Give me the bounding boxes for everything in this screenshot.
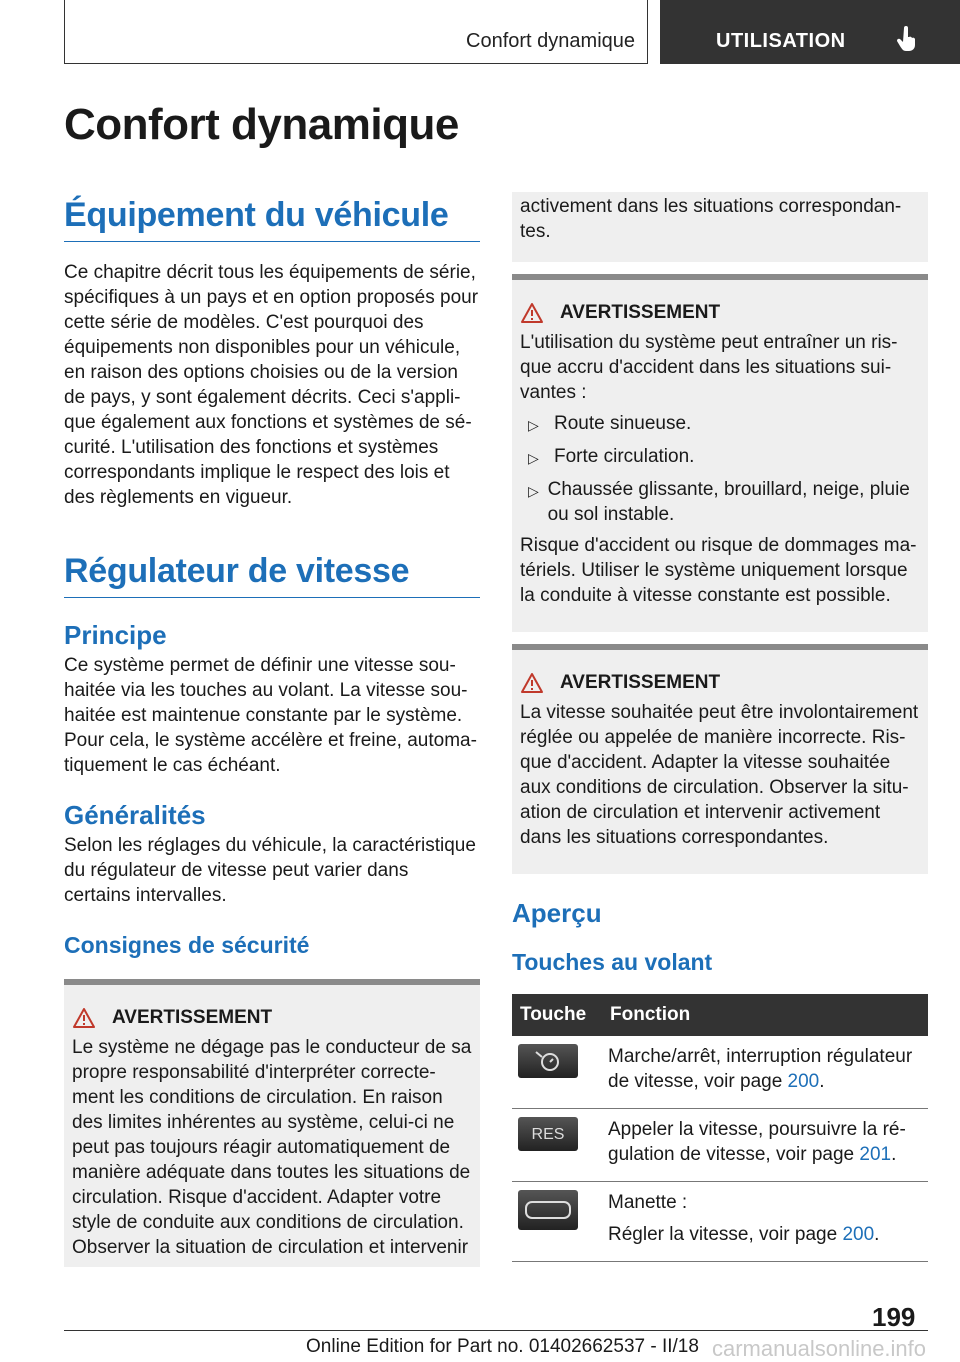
warning-triangle-icon: [72, 1007, 96, 1029]
left-column: [64, 196, 480, 1267]
bullet-triangle-icon: ▷: [528, 450, 539, 466]
row1-text: Marche/arrêt, interruption régulateur de vitesse, voir page: [608, 1046, 913, 1092]
bullet-triangle-icon: ▷: [528, 417, 539, 433]
list-item: ▷ Route sinueuse.: [520, 411, 920, 438]
warning-box-3: [512, 644, 928, 874]
header-chapter-title: UTILISATION: [716, 30, 846, 52]
footer-edition: Online Edition for Part no. 01402662537 - II/18: [306, 1336, 699, 1357]
page-link-200[interactable]: 200: [842, 1224, 875, 1245]
header-section-box: [64, 0, 648, 64]
row3-text: Régler la vitesse, voir page: [608, 1224, 843, 1245]
heading-apercu: Aperçu: [512, 898, 602, 928]
heading-principe: Principe: [64, 620, 167, 650]
lever-key-icon: [518, 1190, 578, 1230]
touches-table: [512, 994, 928, 1262]
table-row: RES Appeler la vitesse, poursuivre la ré-gulation de vitesse, voir page 201.: [512, 1109, 928, 1182]
list-item: ▷ Chaussée glissante, brouillard, neige, pluie ou sol instable.: [520, 477, 920, 527]
header-section-title: Confort dynamique: [466, 30, 635, 52]
heading-consignes: Consignes de sécurité: [64, 932, 310, 958]
heading-regulateur: Régulateur de vitesse: [64, 552, 480, 598]
table-header-fonction: Fonction: [602, 994, 928, 1036]
hand-pointer-icon: [896, 26, 918, 52]
header-chapter-box: [660, 0, 960, 64]
res-key-icon: RES: [518, 1117, 578, 1151]
heading-generalites: Généralités: [64, 800, 206, 830]
table-header-touche: Touche: [512, 994, 602, 1036]
row2-text: Appeler la vitesse, poursuivre la ré-gulation de vitesse, voir page: [608, 1119, 906, 1165]
text-principe: Ce système permet de définir une vitesse sou-haitée via les touches au volant. La vitesse sou-haitée est maintenue constante par le système. Pour cela, le système accélère et freine, automa-tiquement le cas échéant.: [64, 655, 477, 776]
warning-text-1-cont: activement dans les situations correspondan-tes.: [520, 196, 902, 242]
heading-touches: Touches au volant: [512, 949, 713, 975]
text-generalites: Selon les réglages du véhicule, la caractéristique du régulateur de vitesse peut varier dans certains intervalles.: [64, 835, 476, 906]
warning-triangle-icon: [520, 672, 544, 694]
warning-intro-2: L'utilisation du système peut entraîner un ris-que accru d'accident dans les situations sui-vantes :: [520, 332, 898, 403]
page-number: 199: [872, 1302, 916, 1332]
warning-box-2: [512, 274, 928, 632]
warning-outro-2: Risque d'accident ou risque de dommages ma-tériels. Utiliser le système uniquement lorsque la conduite à vitesse constante est possible.: [520, 535, 917, 606]
page-link-200[interactable]: 200: [787, 1071, 820, 1092]
right-column: [512, 192, 928, 1262]
table-header-row: [512, 994, 928, 1036]
page-title: Confort dynamique: [64, 100, 459, 149]
cruise-onoff-key-icon: [518, 1044, 578, 1078]
warning-text-3: La vitesse souhaitée peut être involontairement réglée ou appelée de manière incorrecte. Ris-que d'accident. Adapter la vitesse souhaitée aux conditions de circulation. Observer la situ-ation de circulation et intervenir activement dans les situations correspondantes.: [520, 702, 919, 848]
warning-title-3: AVERTISSEMENT: [560, 672, 721, 693]
warning-box-1: [64, 979, 480, 1267]
footer-divider: [64, 1330, 928, 1331]
table-row: Marche/arrêt, interruption régulateur de vitesse, voir page 200.: [512, 1036, 928, 1109]
warning-title-1: AVERTISSEMENT: [112, 1007, 273, 1028]
bullet-triangle-icon: ▷: [528, 483, 539, 499]
row3-line1: Manette :: [608, 1192, 688, 1213]
watermark: carmanualsonline.info: [712, 1336, 927, 1361]
table-row: Manette : Régler la vitesse, voir page 200.: [512, 1182, 928, 1262]
warning-title-2: AVERTISSEMENT: [560, 302, 721, 323]
list-item: ▷ Forte circulation.: [520, 444, 920, 471]
warning-triangle-icon: [520, 302, 544, 324]
warning-text-1: Le système ne dégage pas le conducteur de sa propre responsabilité d'interpréter correcte-ment les conditions de circulation. En raison des limites inhérentes au système, celui-ci ne peut pas toujours réagir automatiquement de manière adéquate dans toutes les situations de circulation. Risque d'accident. Adapter votre style de conduite aux conditions de circulation. Observer la situation de circulation et intervenir: [72, 1037, 472, 1258]
page-link-201[interactable]: 201: [859, 1144, 892, 1165]
heading-equipement: Équipement du véhicule: [64, 196, 480, 242]
text-equipement: Ce chapitre décrit tous les équipements de série, spécifiques à un pays et en option proposés pour cette série de modèles. C'est pourquoi des équipements non disponibles pour un véhicule, en raison des options choisies ou de la version de pays, y sont également décrits. Ceci s'appli-que également aux fonctions et systèmes de sé-curité. L'utilisation des fonctions et systèmes correspondants implique le respect des lois et des règlements en vigueur.: [64, 262, 479, 508]
warning-box-1-continued: [512, 192, 928, 262]
